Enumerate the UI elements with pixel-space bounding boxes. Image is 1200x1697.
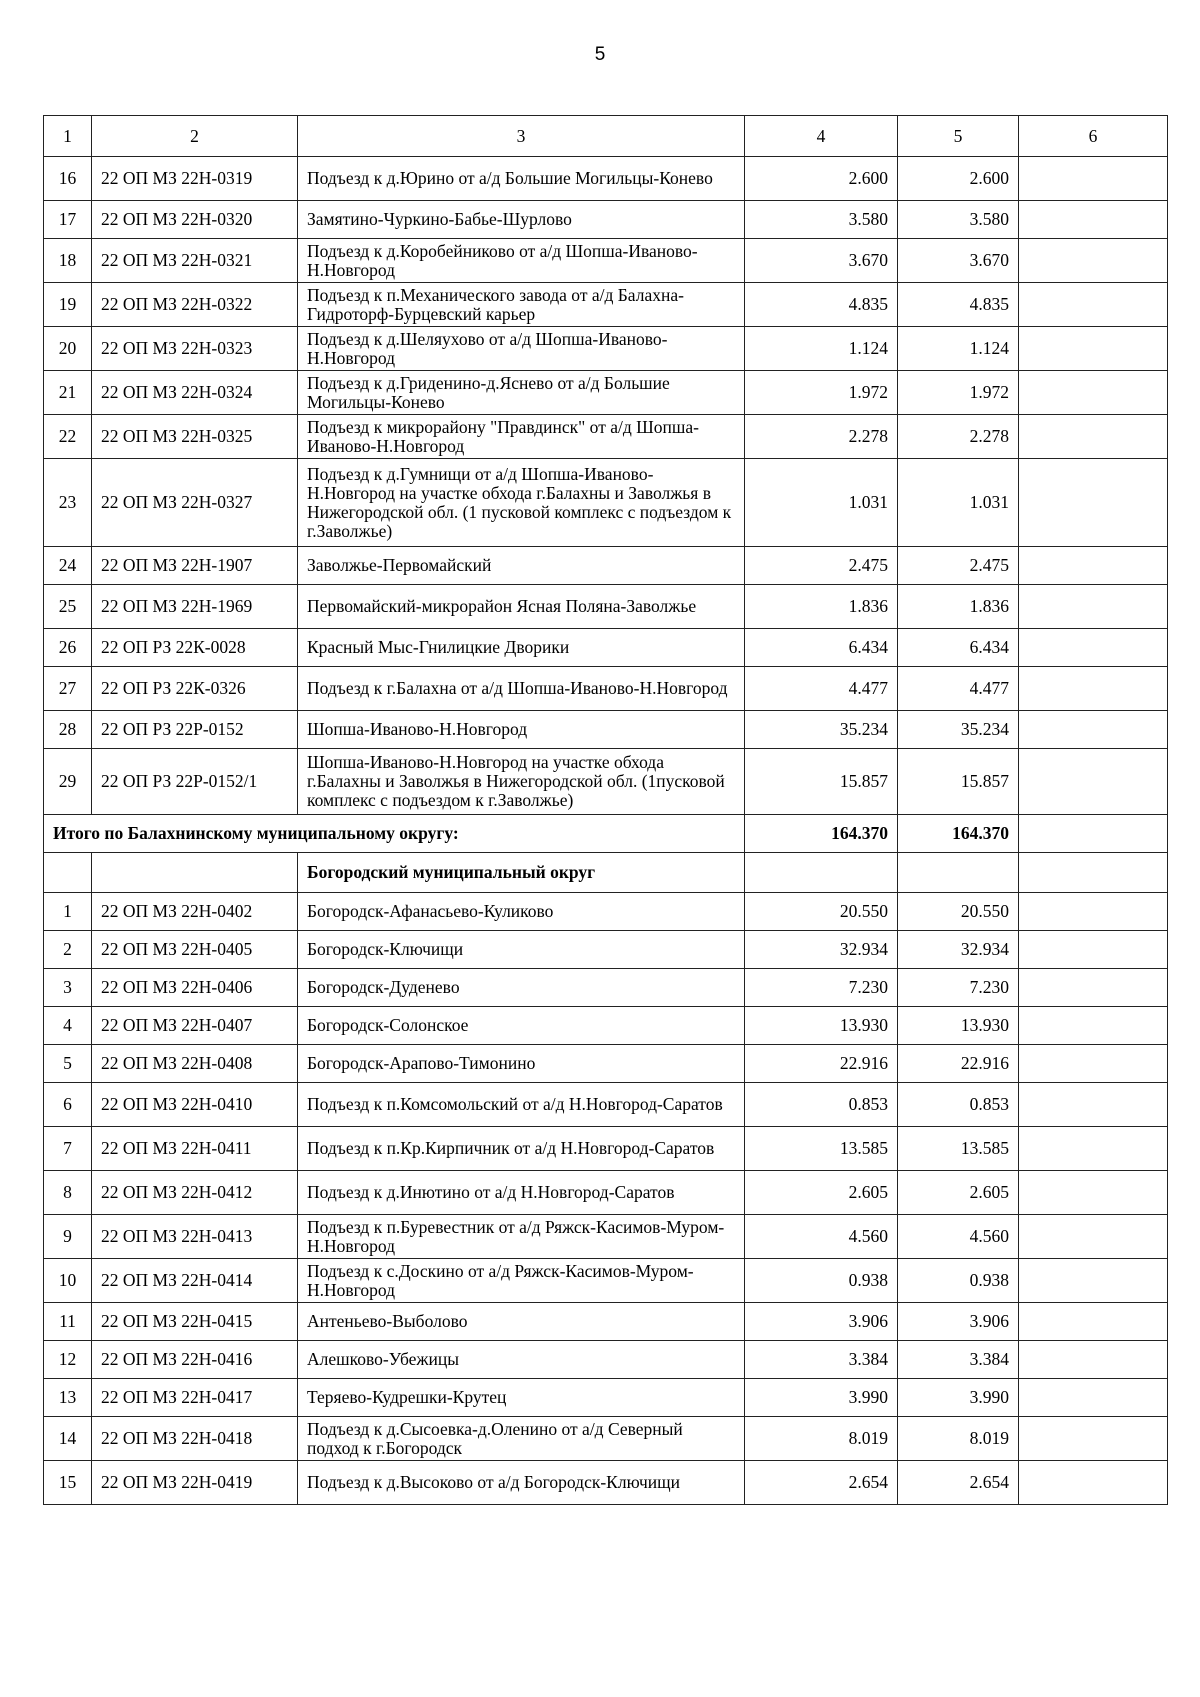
table-row [44,749,1168,815]
length-value-4: 1.124 [745,327,898,371]
road-code: 22 ОП МЗ 22Н-0324 [92,371,298,415]
length-value-5: 6.434 [898,629,1019,667]
note-cell [1019,1045,1168,1083]
length-value-5: 1.836 [898,585,1019,629]
row-number: 17 [44,201,92,239]
note-cell [1019,1341,1168,1379]
length-value-4: 2.654 [745,1461,898,1505]
table-row [44,711,1168,749]
road-name: Подъезд к д.Коробейниково от а/д Шопша-Иваново-Н.Новгород [298,239,745,283]
road-name: Алешково-Убежицы [298,1341,745,1379]
note-cell [1019,371,1168,415]
note-cell [1019,157,1168,201]
table-row [44,1127,1168,1171]
length-value-4: 0.853 [745,1083,898,1127]
column-header-3: 3 [298,116,745,157]
road-name: Богородск-Дуденево [298,969,745,1007]
road-name: Антеньево-Выболово [298,1303,745,1341]
section-cell-4 [745,853,898,893]
road-code: 22 ОП МЗ 22Н-0319 [92,157,298,201]
road-code: 22 ОП МЗ 22Н-1969 [92,585,298,629]
road-code: 22 ОП МЗ 22Н-0411 [92,1127,298,1171]
table-row [44,201,1168,239]
length-value-4: 2.605 [745,1171,898,1215]
road-name: Богородск-Ключищи [298,931,745,969]
section-title: Богородский муниципальный округ [298,853,745,893]
road-name: Подъезд к п.Кр.Кирпичник от а/д Н.Новгород-Саратов [298,1127,745,1171]
road-name: Богородск-Афанасьево-Куликово [298,893,745,931]
table-row [44,1171,1168,1215]
road-name: Подъезд к д.Гриденино-д.Яснево от а/д Большие Могильцы-Конево [298,371,745,415]
road-code: 22 ОП МЗ 22Н-0406 [92,969,298,1007]
table-row [44,459,1168,547]
road-code: 22 ОП РЗ 22К-0028 [92,629,298,667]
bogorodsk-rows [44,893,1168,1505]
table-row [44,1461,1168,1505]
note-cell [1019,585,1168,629]
length-value-5: 20.550 [898,893,1019,931]
row-number: 15 [44,1461,92,1505]
road-name: Богородск-Арапово-Тимонино [298,1045,745,1083]
total-value-5: 164.370 [898,815,1019,853]
road-code: 22 ОП МЗ 22Н-0418 [92,1417,298,1461]
table-row [44,931,1168,969]
length-value-5: 2.600 [898,157,1019,201]
length-value-4: 7.230 [745,969,898,1007]
row-number: 13 [44,1379,92,1417]
length-value-5: 3.580 [898,201,1019,239]
length-value-5: 13.585 [898,1127,1019,1171]
row-number: 18 [44,239,92,283]
length-value-4: 1.031 [745,459,898,547]
table-row [44,239,1168,283]
row-number: 10 [44,1259,92,1303]
row-number: 24 [44,547,92,585]
road-code: 22 ОП МЗ 22Н-0415 [92,1303,298,1341]
road-code: 22 ОП МЗ 22Н-0327 [92,459,298,547]
road-name: Подъезд к с.Доскино от а/д Ряжск-Касимов-Муром-Н.Новгород [298,1259,745,1303]
road-code: 22 ОП МЗ 22Н-0419 [92,1461,298,1505]
note-cell [1019,459,1168,547]
road-code: 22 ОП РЗ 22Р-0152/1 [92,749,298,815]
balakhna-rows [44,157,1168,815]
road-name: Подъезд к г.Балахна от а/д Шопша-Иваново-Н.Новгород [298,667,745,711]
road-code: 22 ОП МЗ 22Н-0323 [92,327,298,371]
note-cell [1019,1303,1168,1341]
road-name: Подъезд к микрорайону "Правдинск" от а/д Шопша-Иваново-Н.Новгород [298,415,745,459]
road-code: 22 ОП МЗ 22Н-1907 [92,547,298,585]
row-number: 22 [44,415,92,459]
road-code: 22 ОП МЗ 22Н-0407 [92,1007,298,1045]
length-value-5: 2.605 [898,1171,1019,1215]
total-row [44,815,1168,853]
note-cell [1019,1461,1168,1505]
road-name: Замятино-Чуркино-Бабье-Шурлово [298,201,745,239]
length-value-5: 0.853 [898,1083,1019,1127]
total-value-4: 164.370 [745,815,898,853]
note-cell [1019,1083,1168,1127]
length-value-4: 4.560 [745,1215,898,1259]
table-row [44,629,1168,667]
row-number: 14 [44,1417,92,1461]
row-number: 11 [44,1303,92,1341]
table-row [44,893,1168,931]
road-code: 22 ОП МЗ 22Н-0416 [92,1341,298,1379]
table-row [44,1007,1168,1045]
length-value-4: 3.906 [745,1303,898,1341]
note-cell [1019,711,1168,749]
row-number: 16 [44,157,92,201]
note-cell [1019,749,1168,815]
length-value-5: 7.230 [898,969,1019,1007]
row-number: 29 [44,749,92,815]
row-number: 5 [44,1045,92,1083]
length-value-5: 3.670 [898,239,1019,283]
length-value-5: 2.654 [898,1461,1019,1505]
road-code: 22 ОП РЗ 22Р-0152 [92,711,298,749]
length-value-4: 1.972 [745,371,898,415]
row-number: 20 [44,327,92,371]
length-value-5: 0.938 [898,1259,1019,1303]
road-name: Подъезд к п.Буревестник от а/д Ряжск-Касимов-Муром-Н.Новгород [298,1215,745,1259]
length-value-4: 3.384 [745,1341,898,1379]
road-name: Подъезд к д.Высоково от а/д Богородск-Ключищи [298,1461,745,1505]
length-value-5: 2.278 [898,415,1019,459]
roads-table [43,115,1168,1505]
length-value-5: 2.475 [898,547,1019,585]
section-cell-6 [1019,853,1168,893]
table-row [44,283,1168,327]
road-code: 22 ОП МЗ 22Н-0412 [92,1171,298,1215]
road-code: 22 ОП МЗ 22Н-0413 [92,1215,298,1259]
table-row [44,1303,1168,1341]
length-value-5: 1.124 [898,327,1019,371]
road-name: Теряево-Кудрешки-Крутец [298,1379,745,1417]
row-number: 4 [44,1007,92,1045]
table-row [44,1259,1168,1303]
length-value-4: 2.278 [745,415,898,459]
length-value-5: 8.019 [898,1417,1019,1461]
length-value-4: 3.670 [745,239,898,283]
length-value-5: 3.990 [898,1379,1019,1417]
column-header-2: 2 [92,116,298,157]
row-number: 3 [44,969,92,1007]
note-cell [1019,239,1168,283]
road-name: Шопша-Иваново-Н.Новгород на участке обхода г.Балахны и Заволжья в Нижегородской обл. (1пусковой комплекс с подъездом к г.Заволжье) [298,749,745,815]
length-value-5: 3.906 [898,1303,1019,1341]
length-value-5: 1.972 [898,371,1019,415]
road-code: 22 ОП МЗ 22Н-0320 [92,201,298,239]
length-value-5: 15.857 [898,749,1019,815]
length-value-5: 13.930 [898,1007,1019,1045]
row-number: 27 [44,667,92,711]
page-number: 5 [594,44,606,65]
length-value-5: 1.031 [898,459,1019,547]
row-number: 28 [44,711,92,749]
row-number: 2 [44,931,92,969]
road-code: 22 ОП РЗ 22К-0326 [92,667,298,711]
row-number: 23 [44,459,92,547]
row-number: 25 [44,585,92,629]
table-row [44,1045,1168,1083]
note-cell [1019,415,1168,459]
road-code: 22 ОП МЗ 22Н-0322 [92,283,298,327]
total-value-6 [1019,815,1168,853]
length-value-4: 35.234 [745,711,898,749]
road-name: Подъезд к д.Юрино от а/д Большие Могильцы-Конево [298,157,745,201]
note-cell [1019,327,1168,371]
road-code: 22 ОП МЗ 22Н-0417 [92,1379,298,1417]
table-row [44,1379,1168,1417]
road-name: Подъезд к д.Гумнищи от а/д Шопша-Иваново-Н.Новгород на участке обхода г.Балахны и Заволжья в Нижегородской обл. (1 пусковой комплекс с подъездом к г.Заволжье) [298,459,745,547]
note-cell [1019,201,1168,239]
length-value-4: 1.836 [745,585,898,629]
note-cell [1019,1171,1168,1215]
length-value-4: 2.600 [745,157,898,201]
table-row [44,415,1168,459]
table-row [44,157,1168,201]
table-row [44,547,1168,585]
table-row [44,327,1168,371]
row-number: 21 [44,371,92,415]
row-number: 9 [44,1215,92,1259]
table-row [44,667,1168,711]
row-number: 12 [44,1341,92,1379]
length-value-4: 3.580 [745,201,898,239]
road-name: Богородск-Солонское [298,1007,745,1045]
table-row [44,1341,1168,1379]
note-cell [1019,547,1168,585]
road-code: 22 ОП МЗ 22Н-0410 [92,1083,298,1127]
road-name: Подъезд к п.Комсомольский от а/д Н.Новгород-Саратов [298,1083,745,1127]
road-name: Подъезд к д.Сысоевка-д.Оленино от а/д Северный подход к г.Богородск [298,1417,745,1461]
section-cell-2 [92,853,298,893]
length-value-4: 3.990 [745,1379,898,1417]
row-number: 26 [44,629,92,667]
road-name: Подъезд к д.Шеляухово от а/д Шопша-Иваново-Н.Новгород [298,327,745,371]
table-row [44,1083,1168,1127]
road-code: 22 ОП МЗ 22Н-0405 [92,931,298,969]
road-name: Заволжье-Первомайский [298,547,745,585]
length-value-4: 13.930 [745,1007,898,1045]
note-cell [1019,1127,1168,1171]
length-value-4: 4.835 [745,283,898,327]
column-header-row [44,116,1168,157]
length-value-4: 32.934 [745,931,898,969]
section-cell-1 [44,853,92,893]
row-number: 6 [44,1083,92,1127]
note-cell [1019,931,1168,969]
table-row [44,1417,1168,1461]
row-number: 19 [44,283,92,327]
note-cell [1019,1215,1168,1259]
road-name: Подъезд к п.Механического завода от а/д Балахна-Гидроторф-Бурцевский карьер [298,283,745,327]
road-code: 22 ОП МЗ 22Н-0408 [92,1045,298,1083]
length-value-5: 35.234 [898,711,1019,749]
table-row [44,371,1168,415]
length-value-5: 3.384 [898,1341,1019,1379]
row-number: 7 [44,1127,92,1171]
length-value-4: 15.857 [745,749,898,815]
table-row [44,1215,1168,1259]
road-code: 22 ОП МЗ 22Н-0325 [92,415,298,459]
length-value-5: 4.835 [898,283,1019,327]
length-value-4: 20.550 [745,893,898,931]
road-name: Шопша-Иваново-Н.Новгород [298,711,745,749]
note-cell [1019,629,1168,667]
length-value-4: 8.019 [745,1417,898,1461]
row-number: 8 [44,1171,92,1215]
road-name: Красный Мыс-Гнилицкие Дворики [298,629,745,667]
note-cell [1019,1417,1168,1461]
length-value-4: 0.938 [745,1259,898,1303]
road-code: 22 ОП МЗ 22Н-0321 [92,239,298,283]
column-header-6: 6 [1019,116,1168,157]
road-code: 22 ОП МЗ 22Н-0414 [92,1259,298,1303]
road-name: Первомайский-микрорайон Ясная Поляна-Заволжье [298,585,745,629]
column-header-1: 1 [44,116,92,157]
row-number: 1 [44,893,92,931]
length-value-4: 22.916 [745,1045,898,1083]
note-cell [1019,283,1168,327]
balakhna-total [44,815,1168,893]
section-cell-5 [898,853,1019,893]
note-cell [1019,1259,1168,1303]
section-row [44,853,1168,893]
length-value-4: 4.477 [745,667,898,711]
length-value-5: 4.477 [898,667,1019,711]
note-cell [1019,1007,1168,1045]
road-code: 22 ОП МЗ 22Н-0402 [92,893,298,931]
table-row [44,585,1168,629]
length-value-5: 4.560 [898,1215,1019,1259]
length-value-4: 6.434 [745,629,898,667]
length-value-4: 13.585 [745,1127,898,1171]
column-header-5: 5 [898,116,1019,157]
length-value-4: 2.475 [745,547,898,585]
column-header-4: 4 [745,116,898,157]
total-label: Итого по Балахнинскому муниципальному округу: [44,815,745,853]
length-value-5: 32.934 [898,931,1019,969]
note-cell [1019,1379,1168,1417]
note-cell [1019,969,1168,1007]
road-name: Подъезд к д.Инютино от а/д Н.Новгород-Саратов [298,1171,745,1215]
note-cell [1019,667,1168,711]
table-row [44,969,1168,1007]
length-value-5: 22.916 [898,1045,1019,1083]
note-cell [1019,893,1168,931]
